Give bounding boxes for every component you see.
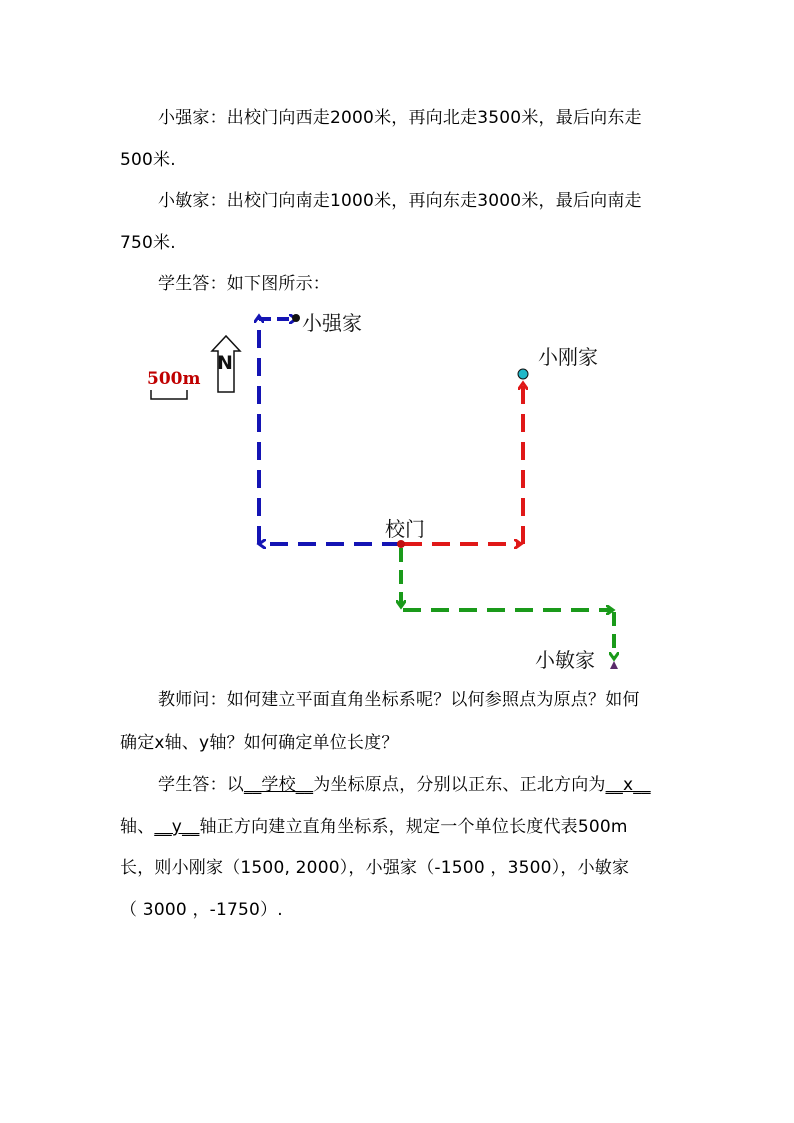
answer-prefix: 学生答：以 — [158, 775, 244, 795]
xiaoqiang-home-marker — [292, 314, 300, 322]
scale-bar — [151, 390, 187, 399]
answer-line2-rest: 轴正方向建立直角坐标系，规定一个单位长度代表500m — [199, 817, 628, 837]
xiaomin-home-label: 小敏家 — [535, 648, 595, 672]
blank-y-axis: __y__ — [154, 817, 200, 837]
scale-label: 500m — [147, 369, 201, 389]
student-answer-intro: 学生答：如下图所示： — [158, 274, 330, 294]
xiaomin-home-marker — [610, 661, 618, 669]
paragraph-xiaomin-line1: 小敏家：出校门向南走1000米，再向东走3000米，最后向南走 — [158, 191, 642, 211]
blank-x-axis: __x__ — [605, 775, 651, 795]
paragraph-xiaoqiang-line1: 小强家：出校门向西走2000米，再向北走3500米，最后向东走 — [158, 108, 642, 128]
school-gate-marker — [397, 540, 405, 548]
teacher-question-line1: 教师问：如何建立平面直角坐标系呢？以何参照点为原点？如何 — [158, 690, 640, 710]
student-answer-line4: （ 3000 ，-1750）. — [120, 900, 283, 920]
paragraph-xiaomin-line2: 750米. — [120, 233, 176, 253]
teacher-question-line2: 确定x轴、y轴？如何确定单位长度？ — [120, 733, 399, 753]
student-answer-line1 — [158, 773, 651, 797]
route-map-figure — [120, 292, 680, 672]
paragraph-xiaoqiang-line2: 500米. — [120, 150, 176, 170]
xiaogang-home-marker — [518, 369, 528, 379]
xiaogang-home-label: 小刚家 — [538, 345, 598, 369]
student-answer-line2 — [120, 815, 628, 839]
xiaoqiang-home-label: 小强家 — [302, 311, 362, 335]
school-gate-label: 校门 — [385, 517, 425, 541]
route-map-svg — [120, 292, 680, 672]
north-label: N — [217, 352, 233, 374]
answer-mid: 为坐标原点，分别以正东、正北方向为 — [313, 775, 606, 795]
blank-origin: __学校__ — [244, 775, 314, 795]
student-answer-line3: 长，则小刚家（1500, 2000），小强家（-1500 ，3500），小敏家 — [120, 858, 630, 878]
answer-line2-prefix: 轴、 — [120, 817, 155, 837]
